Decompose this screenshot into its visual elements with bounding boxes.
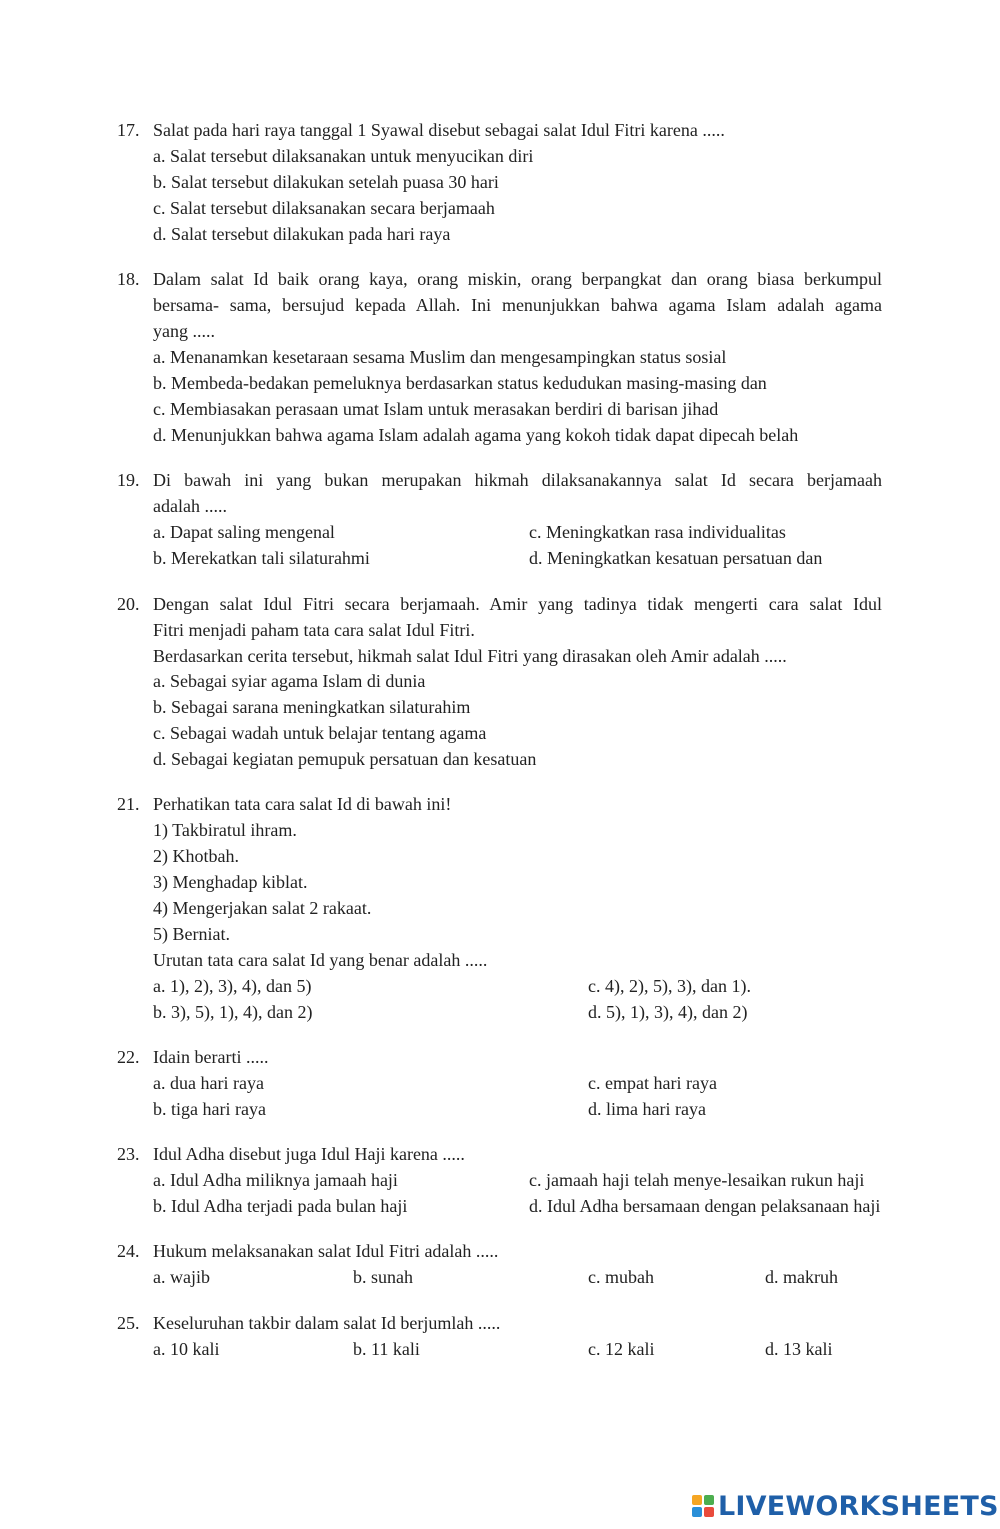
question-number: 17. bbox=[117, 120, 140, 140]
option-b[interactable]: b. Salat tersebut dilakukan setelah puasa 30 hari bbox=[153, 172, 499, 192]
option-d[interactable]: d. 5), 1), 3), 4), dan 2) bbox=[588, 1002, 748, 1022]
option-b[interactable]: b. Sebagai sarana meningkatkan silaturahim bbox=[153, 697, 471, 717]
list-item: 4) Mengerjakan salat 2 rakaat. bbox=[153, 898, 372, 918]
question-stem: Salat pada hari raya tanggal 1 Syawal disebut sebagai salat Idul Fitri karena ..... bbox=[153, 120, 725, 140]
option-a[interactable]: a. Sebagai syiar agama Islam di dunia bbox=[153, 671, 426, 691]
list-item: 1) Takbiratul ihram. bbox=[153, 820, 297, 840]
option-a[interactable]: a. dua hari raya bbox=[153, 1073, 264, 1093]
option-c[interactable]: c. Salat tersebut dilaksanakan secara berjamaah bbox=[153, 198, 495, 218]
question-number: 19. bbox=[117, 470, 140, 490]
question-number: 18. bbox=[117, 269, 140, 289]
option-a[interactable]: a. Salat tersebut dilaksanakan untuk menyucikan diri bbox=[153, 146, 534, 166]
option-b[interactable]: b. 3), 5), 1), 4), dan 2) bbox=[153, 1002, 313, 1022]
option-d[interactable]: d. Menunjukkan bahwa agama Islam adalah agama yang kokoh tidak dapat dipecah belah bbox=[153, 425, 799, 445]
question-number: 24. bbox=[117, 1241, 140, 1261]
logo-text: LIVEWORKSHEETS bbox=[718, 1490, 999, 1522]
option-c[interactable]: c. jamaah haji telah menye-lesaikan rukun haji bbox=[529, 1170, 865, 1190]
question-stem-line-1: Dalam salat Id baik orang kaya, orang miskin, orang berpangkat dan orang biasa berkumpul bbox=[153, 269, 882, 289]
option-d[interactable]: d. Idul Adha bersamaan dengan pelaksanaan haji bbox=[529, 1196, 881, 1216]
list-item: 5) Berniat. bbox=[153, 924, 230, 944]
option-c[interactable]: c. Membiasakan perasaan umat Islam untuk merasakan berdiri di barisan jihad bbox=[153, 399, 719, 419]
option-d[interactable]: d. 13 kali bbox=[765, 1339, 833, 1359]
logo-mark-icon bbox=[692, 1495, 714, 1517]
list-item: 3) Menghadap kiblat. bbox=[153, 872, 308, 892]
option-a[interactable]: a. 10 kali bbox=[153, 1339, 220, 1359]
option-c[interactable]: c. empat hari raya bbox=[588, 1073, 717, 1093]
option-b[interactable]: b. Membeda-bedakan pemeluknya berdasarkan status kedudukan masing-masing dan bbox=[153, 373, 767, 393]
question-stem-line-2: adalah ..... bbox=[153, 496, 227, 516]
question-stem-line-3: Berdasarkan cerita tersebut, hikmah salat Idul Fitri yang dirasakan oleh Amir adalah ..... bbox=[153, 646, 787, 666]
question-stem: Perhatikan tata cara salat Id di bawah ini! bbox=[153, 794, 452, 814]
question-stem-line-2: Fitri menjadi paham tata cara salat Idul Fitri. bbox=[153, 620, 475, 640]
option-c[interactable]: c. 4), 2), 5), 3), dan 1). bbox=[588, 976, 751, 996]
option-d[interactable]: d. makruh bbox=[765, 1267, 838, 1287]
option-c[interactable]: c. 12 kali bbox=[588, 1339, 655, 1359]
option-c[interactable]: c. Meningkatkan rasa individualitas bbox=[529, 522, 786, 542]
option-b[interactable]: b. tiga hari raya bbox=[153, 1099, 266, 1119]
question-stem: Idain berarti ..... bbox=[153, 1047, 269, 1067]
question-stem-line-3: yang ..... bbox=[153, 321, 215, 341]
option-a[interactable]: a. wajib bbox=[153, 1267, 210, 1287]
option-d[interactable]: d. Sebagai kegiatan pemupuk persatuan dan kesatuan bbox=[153, 749, 537, 769]
option-a[interactable]: a. Dapat saling mengenal bbox=[153, 522, 335, 542]
question-stem-line-2: bersama- sama, bersujud kepada Allah. Ini menunjukkan bahwa agama Islam adalah agama bbox=[153, 295, 882, 315]
option-a[interactable]: a. 1), 2), 3), 4), dan 5) bbox=[153, 976, 312, 996]
option-b[interactable]: b. sunah bbox=[353, 1267, 413, 1287]
question-stem-line-1: Dengan salat Idul Fitri secara berjamaah. Amir yang tadinya tidak mengerti cara salat Idul bbox=[153, 594, 882, 614]
option-d[interactable]: d. Salat tersebut dilakukan pada hari raya bbox=[153, 224, 451, 244]
question-stem-line-1: Di bawah ini yang bukan merupakan hikmah dilaksanakannya salat Id secara berjamaah bbox=[153, 470, 882, 490]
question-number: 20. bbox=[117, 594, 140, 614]
option-c[interactable]: c. mubah bbox=[588, 1267, 654, 1287]
list-item: 2) Khotbah. bbox=[153, 846, 239, 866]
option-c[interactable]: c. Sebagai wadah untuk belajar tentang agama bbox=[153, 723, 487, 743]
option-d[interactable]: d. Meningkatkan kesatuan persatuan dan bbox=[529, 548, 823, 568]
question-stem: Hukum melaksanakan salat Idul Fitri adalah ..... bbox=[153, 1241, 499, 1261]
question-stem: Idul Adha disebut juga Idul Haji karena ..... bbox=[153, 1144, 465, 1164]
option-b[interactable]: b. Merekatkan tali silaturahmi bbox=[153, 548, 370, 568]
question-number: 22. bbox=[117, 1047, 140, 1067]
option-b[interactable]: b. 11 kali bbox=[353, 1339, 420, 1359]
question-prompt: Urutan tata cara salat Id yang benar adalah ..... bbox=[153, 950, 488, 970]
option-b[interactable]: b. Idul Adha terjadi pada bulan haji bbox=[153, 1196, 408, 1216]
question-number: 25. bbox=[117, 1313, 140, 1333]
option-a[interactable]: a. Idul Adha miliknya jamaah haji bbox=[153, 1170, 398, 1190]
option-a[interactable]: a. Menanamkan kesetaraan sesama Muslim dan mengesampingkan status sosial bbox=[153, 347, 727, 367]
question-stem: Keseluruhan takbir dalam salat Id berjumlah ..... bbox=[153, 1313, 501, 1333]
liveworksheets-logo[interactable] bbox=[692, 1488, 999, 1524]
option-d[interactable]: d. lima hari raya bbox=[588, 1099, 706, 1119]
question-number: 21. bbox=[117, 794, 140, 814]
question-number: 23. bbox=[117, 1144, 140, 1164]
